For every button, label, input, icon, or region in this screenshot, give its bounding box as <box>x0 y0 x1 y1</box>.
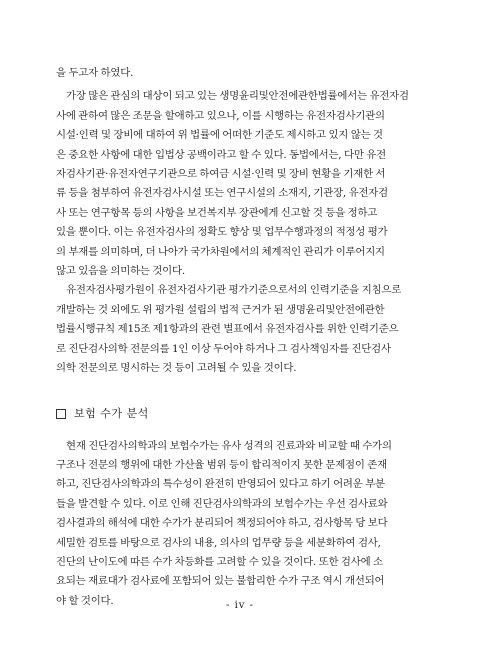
text-line: 시설·인력 및 장비에 대하여 위 법률에 어떠한 기준도 제시하고 있지 않는 것 <box>56 129 383 142</box>
text-line: 자검사기관·유전자연구기관으로 하여금 시설·인력 및 장비 현황을 기재한 서 <box>56 168 386 181</box>
text-line: 들을 발견할 수 있다. 이로 인해 진단검사의학과의 보험수가는 우선 검사료와 <box>56 497 388 510</box>
section-heading <box>56 407 426 421</box>
text-line: 유전자검사평가원이 유전자검사기관 평가기준으로서의 인력기준을 지침으로 <box>66 284 402 297</box>
text-line: 의학 전문의로 명시하는 것 등이 고려될 수 있을 것이다. <box>56 362 297 375</box>
text-line: 로 진단검사의학 전문의를 1인 이상 두어야 하거나 그 검사책임자를 진단검사 <box>56 342 391 355</box>
text-line: 사에 관하여 많은 조문을 할애하고 있으나, 이를 시행하는 유전자검사기관의 <box>56 109 385 122</box>
text-line: 하고, 진단검사의학과의 특수성이 완전히 반영되어 있다고 하기 어려운 부분 <box>56 478 385 491</box>
text-line: 요되는 재료대가 검사료에 포함되어 있는 불합리한 수가 구조 역시 개선되어 <box>56 575 385 588</box>
square-bullet-icon <box>56 409 66 419</box>
text-line: 세밀한 검토를 바탕으로 검사의 내용, 의사의 업무량 등을 세분화하여 검사, <box>56 536 381 549</box>
text-line: 가장 많은 관심의 대상이 되고 있는 생명윤리및안전에관한법률에서는 유전자검 <box>66 90 409 103</box>
paragraph <box>56 87 426 281</box>
page-number: - iv - <box>226 600 254 611</box>
document-body <box>56 64 426 611</box>
text-line: 현재 진단검사의학과의 보험수가는 유사 성격의 진료과와 비교할 때 수가의 <box>66 439 392 452</box>
text-line: 을 두고자 하였다. <box>56 67 134 79</box>
text-line: 있을 뿐이다. 이는 유전자검사의 정확도 향상 및 업무수행과정의 적정성 평가 <box>56 226 388 239</box>
text-line: 은 중요한 사항에 대한 입법상 공백이라고 할 수 있다. 동법에서는, 다만 유전 <box>56 148 386 161</box>
text-line: 진단의 난이도에 따른 수가 차등화를 고려할 수 있을 것이다. 또한 검사에 소 <box>56 555 383 568</box>
text-line: 검사결과의 해석에 대한 수가가 분리되어 책정되어야 하고, 검사항목 당 보다 <box>56 517 388 530</box>
text-line: 의 부재를 의미하며, 더 나아가 국가차원에서의 체계적인 관리가 이루어지지 <box>56 245 385 258</box>
paragraph <box>56 64 426 83</box>
text-line: 야 할 것이다. <box>56 594 114 607</box>
paragraph <box>56 281 426 378</box>
text-line: 개발하는 것 외에도 위 평가원 설립의 법적 근거가 된 생명윤리및안전에관한 <box>56 303 385 316</box>
section-title: 보험 수가 분석 <box>74 406 149 420</box>
paragraph <box>56 437 426 612</box>
text-line: 사 또는 연구항목 등의 사항을 보건복지부 장관에게 신고할 것 등을 정하고 <box>56 206 378 219</box>
text-line: 않고 있음을 의미하는 것이다. <box>56 265 185 278</box>
text-line: 구조나 전문의 행위에 대한 가산율 범위 등이 합리적이지 못한 문제점이 존재 <box>56 458 387 471</box>
text-line: 법률시행규칙 제15조 제1항과의 관련 별표에서 유전자검사를 위한 인력기준으 <box>56 323 399 336</box>
text-line: 류 등을 첨부하여 유전자검사시설 또는 연구시설의 소재지, 기관장, 유전자검 <box>56 187 388 200</box>
